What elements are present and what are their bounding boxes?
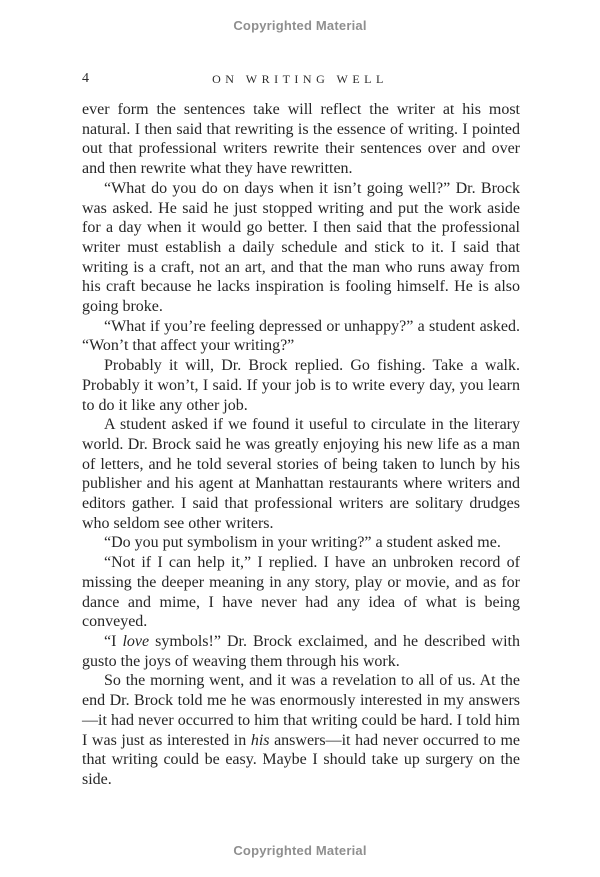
page-header <box>82 71 518 87</box>
body-paragraph: Probably it will, Dr. Brock replied. Go fishing. Take a walk. Probably it won’t, I said. If your job is to write every day, you learn to do it like any other job. <box>82 357 520 414</box>
italic-text: his <box>250 731 270 749</box>
body-paragraph: A student asked if we found it useful to circulate in the literary world. Dr. Brock said he was greatly enjoying his new life as a man of letters, and he told several stories of being taken to lunch by his publisher and his agent at Manhattan restaurants where writers and editors gather. I said that professional writers are solitary drudges who seldom see other writers. <box>82 416 520 532</box>
body-paragraph: “I love symbols!” Dr. Brock exclaimed, and he described with gusto the joys of weaving them through his work. <box>82 632 520 670</box>
running-head: ON WRITING WELL <box>212 72 388 86</box>
body-paragraph: “What do you do on days when it isn’t going well?” Dr. Brock was asked. He said he just stopped writing and put the work aside for a day when it would go better. I then said that the professional writer must establish a daily schedule and stick to it. I said that writing is a craft, not an art, and that the man who runs away from his craft because he lacks inspiration is fooling himself. He is also going broke. <box>82 179 520 316</box>
italic-text: love <box>122 632 150 650</box>
body-paragraph: “What if you’re feeling depressed or unhappy?” a student asked. “Won’t that affect your writing?” <box>82 317 520 355</box>
body-paragraph: ever form the sentences take will reflect the writer at his most natural. I then said that rewriting is the essence of writing. I pointed out that professional writers rewrite their sentences over and over and then rewrite what they have rewritten. <box>82 101 520 178</box>
copyright-banner-bottom: Copyrighted Material <box>233 843 367 858</box>
body-paragraph: “Do you put symbolism in your writing?” a student asked me. <box>104 534 501 552</box>
body-text <box>82 100 520 790</box>
body-paragraph: So the morning went, and it was a revelation to all of us. At the end Dr. Brock told me he was enormously interested in my answers—it had never occurred to him that writing could be hard. I told him I was just as interested in his answers—it had never occurred to me that writing could be easy. Maybe I should take up surgery on the side. <box>82 672 521 788</box>
page-number: 4 <box>82 71 89 86</box>
body-paragraph: “Not if I can help it,” I replied. I have an unbroken record of missing the deeper meaning in any story, play or movie, and as for dance and mime, I have never had any idea of what is being conveyed. <box>82 554 520 631</box>
copyright-banner-top: Copyrighted Material <box>233 18 367 33</box>
